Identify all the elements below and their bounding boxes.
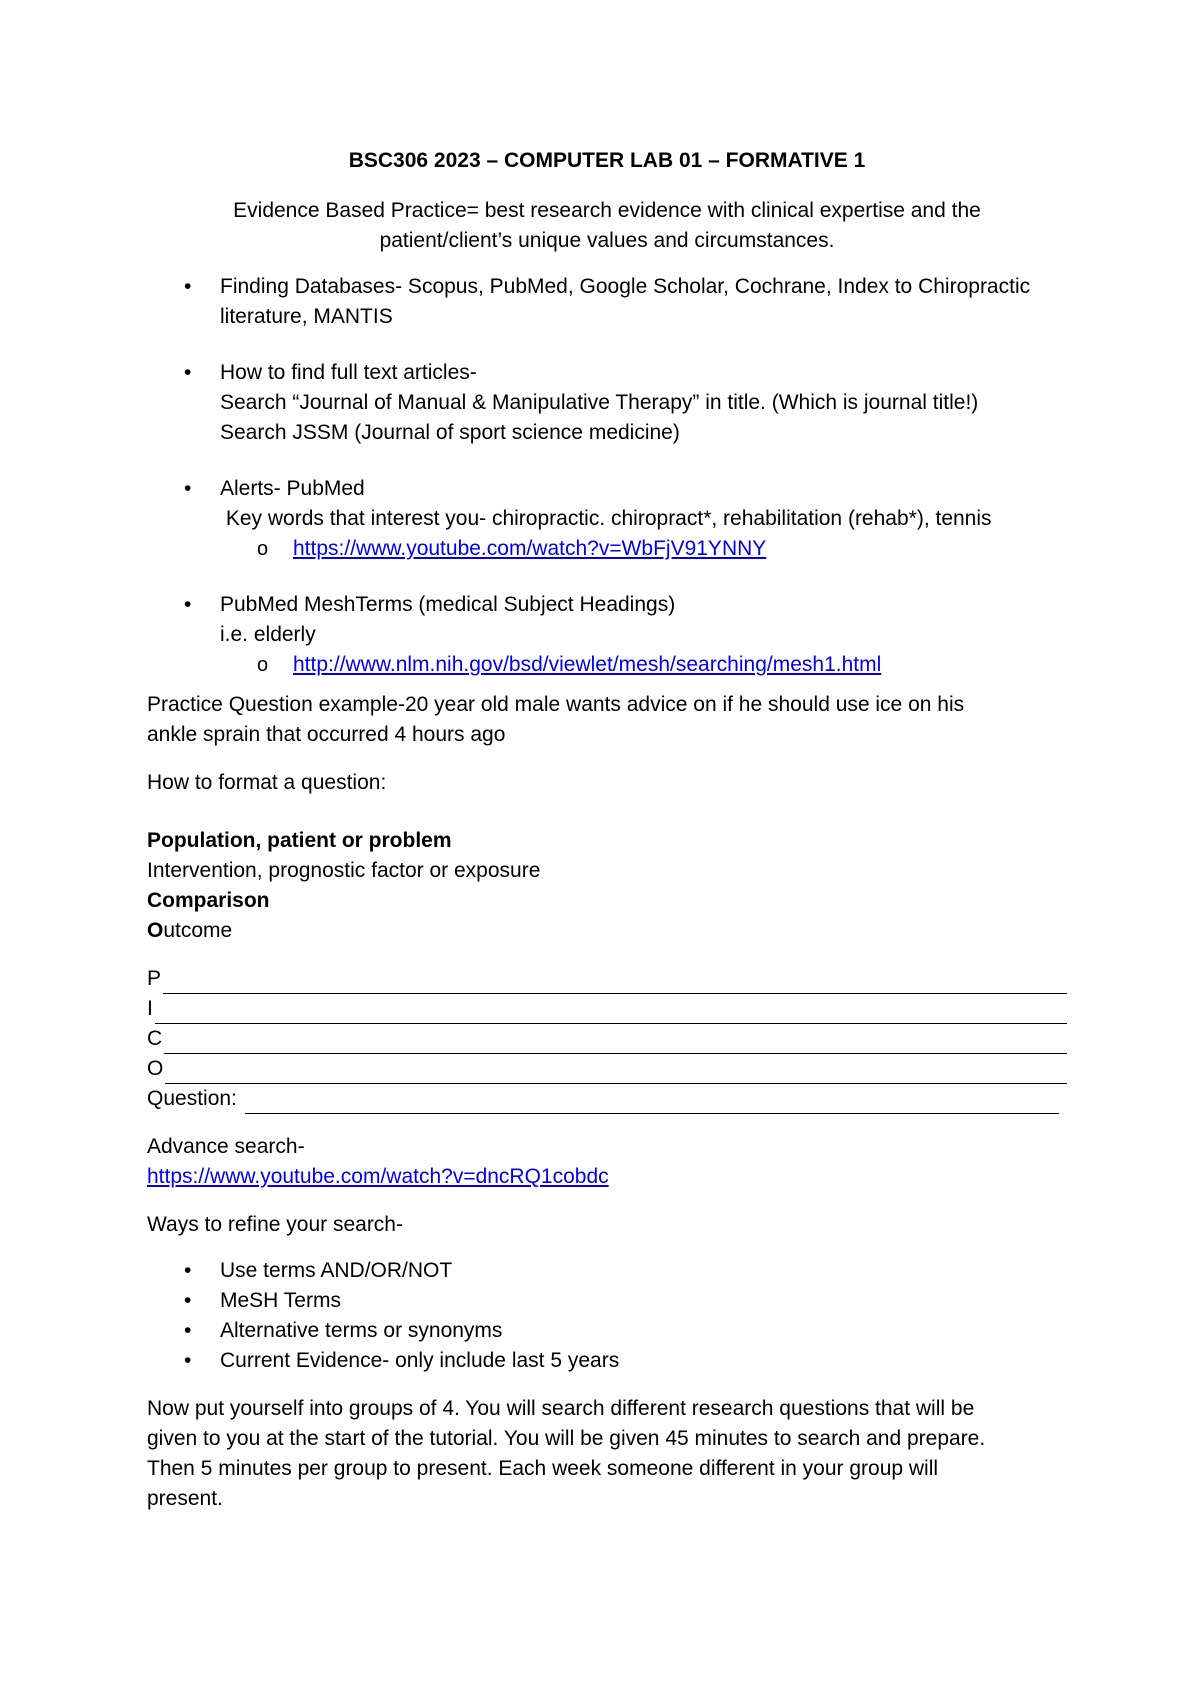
group-instructions	[147, 1394, 1067, 1514]
intro-line: patient/client’s unique values and circumstances.	[379, 229, 835, 252]
refine-item	[147, 1286, 1067, 1316]
blank-label: Question:	[147, 1087, 243, 1110]
answer-line[interactable]	[245, 1091, 1059, 1114]
blank-o	[147, 1054, 1067, 1084]
bullet-icon: •	[184, 275, 192, 298]
item-line: Search JSSM (Journal of sport science medicine)	[220, 421, 680, 444]
pico-outcome-rest: utcome	[163, 919, 233, 942]
answer-line[interactable]	[155, 1001, 1067, 1024]
group-line: Then 5 minutes per group to present. Each week someone different in your group will	[147, 1457, 939, 1480]
pico-blanks	[147, 964, 1067, 1114]
list-item-databases	[147, 272, 1067, 332]
item-line: Alerts- PubMed	[220, 477, 365, 500]
sub-list	[147, 650, 1067, 680]
refine-item	[147, 1316, 1067, 1346]
list-item-alerts	[147, 474, 1067, 564]
advance-search-label: Advance search-	[147, 1135, 305, 1158]
refine-item-text: Use terms AND/OR/NOT	[220, 1259, 453, 1282]
group-line: Now put yourself into groups of 4. You will search different research questions that will be	[147, 1397, 975, 1420]
refine-item	[147, 1256, 1067, 1286]
youtube-advance-search-link[interactable]: https://www.youtube.com/watch?v=dncRQ1cobdc	[147, 1165, 609, 1188]
pico-comparison: Comparison	[147, 889, 270, 912]
sub-list-item	[147, 534, 1067, 564]
pico-outcome-initial: O	[147, 919, 164, 942]
blank-label: I	[147, 997, 153, 1020]
pico-intervention: Intervention, prognostic factor or exposure	[147, 859, 541, 882]
bullet-icon: •	[184, 477, 192, 500]
item-line: PubMed MeshTerms (medical Subject Headings)	[220, 593, 676, 616]
refine-item-text: MeSH Terms	[220, 1289, 341, 1312]
bullet-icon: •	[184, 1259, 192, 1282]
blank-i	[147, 994, 1067, 1024]
practice-line: ankle sprain that occurred 4 hours ago	[147, 723, 506, 746]
blank-question	[147, 1084, 1059, 1114]
blank-label: O	[147, 1057, 164, 1080]
refine-item	[147, 1346, 1067, 1376]
bullet-icon: •	[184, 1349, 192, 1372]
item-line: Search “Journal of Manual & Manipulative Therapy” in title. (Which is journal title!)	[220, 391, 979, 414]
sub-list-item	[147, 650, 1067, 680]
refine-heading: Ways to refine your search-	[147, 1213, 403, 1236]
intro-definition	[147, 196, 1067, 256]
item-line: i.e. elderly	[220, 623, 316, 646]
sub-bullet-icon: o	[257, 538, 269, 560]
sub-bullet-icon: o	[257, 654, 269, 676]
pico-definitions	[147, 826, 1067, 946]
refine-item-text: Current Evidence- only include last 5 years	[220, 1349, 620, 1372]
answer-line[interactable]	[164, 1031, 1067, 1054]
answer-line[interactable]	[163, 971, 1067, 994]
document-body	[147, 146, 1067, 1514]
practice-line: Practice Question example-20 year old male wants advice on if he should use ice on his	[147, 693, 965, 716]
intro-line: Evidence Based Practice= best research evidence with clinical expertise and the	[233, 199, 981, 222]
item-line: Key words that interest you- chiropractic. chiropract*, rehabilitation (rehab*), tennis	[220, 507, 992, 530]
list-item-mesh	[147, 590, 1067, 680]
topics-list	[147, 272, 1067, 680]
nlm-mesh-link[interactable]: http://www.nlm.nih.gov/bsd/viewlet/mesh/searching/mesh1.html	[293, 653, 882, 676]
document-title: BSC306 2023 – COMPUTER LAB 01 – FORMATIVE 1	[348, 149, 866, 172]
sub-list	[147, 534, 1067, 564]
blank-label: C	[147, 1027, 163, 1050]
group-line: given to you at the start of the tutorial. You will be given 45 minutes to search and prepare.	[147, 1427, 986, 1450]
refine-list	[147, 1256, 1067, 1376]
youtube-alerts-link[interactable]: https://www.youtube.com/watch?v=WbFjV91YNNY	[293, 537, 767, 560]
pico-population: Population, patient or problem	[147, 829, 452, 852]
advance-search	[147, 1132, 1067, 1192]
group-line: present.	[147, 1487, 223, 1510]
item-line: Finding Databases- Scopus, PubMed, Google Scholar, Cochrane, Index to Chiropractic	[220, 275, 1031, 298]
answer-line[interactable]	[165, 1061, 1067, 1084]
blank-c	[147, 1024, 1067, 1054]
bullet-icon: •	[184, 1319, 192, 1342]
item-line: literature, MANTIS	[220, 305, 393, 328]
bullet-icon: •	[184, 593, 192, 616]
pico-outcome	[147, 916, 1067, 946]
refine-item-text: Alternative terms or synonyms	[220, 1319, 503, 1342]
list-item-fulltext	[147, 358, 1067, 448]
item-line: How to find full text articles-	[220, 361, 477, 384]
format-heading: How to format a question:	[147, 771, 387, 794]
bullet-icon: •	[184, 361, 192, 384]
blank-p	[147, 964, 1067, 994]
blank-label: P	[147, 967, 162, 990]
practice-question	[147, 690, 1067, 750]
bullet-icon: •	[184, 1289, 192, 1312]
